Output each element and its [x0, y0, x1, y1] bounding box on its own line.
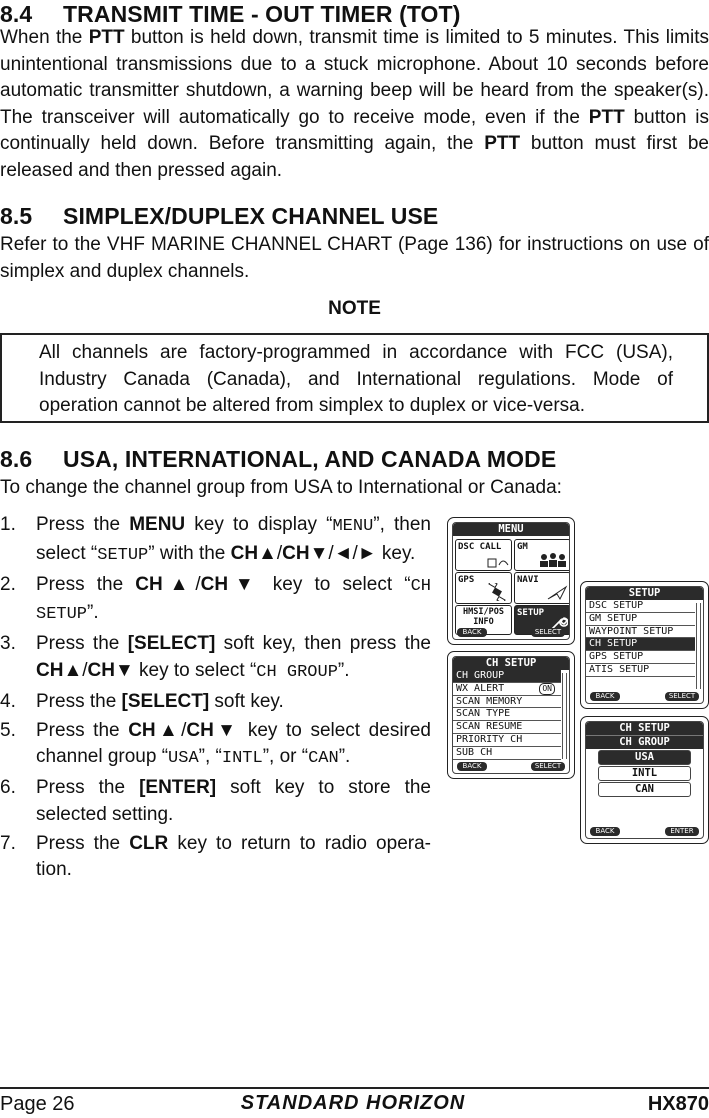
menu-list-item[interactable]: SCAN RESUME: [453, 721, 561, 734]
bold-text: PTT: [88, 27, 125, 48]
bold-text: CH▲: [36, 659, 83, 681]
section-number: 8.5: [0, 203, 33, 229]
step-item: 6. Press the [ENTER] soft key to store the selected setting.: [0, 777, 431, 825]
step-item: 4. Press the [SELECT] soft key.: [0, 689, 431, 716]
setup-list: [586, 600, 703, 677]
section-number: 8.6: [0, 446, 33, 472]
section-8-5-heading: [0, 203, 438, 230]
menu-list-item[interactable]: CH SETUP: [586, 638, 695, 651]
menu-tile-dsc-call[interactable]: [455, 539, 512, 571]
step-number: 2.: [0, 573, 16, 595]
group-icon: [538, 552, 568, 568]
menu-screen-title: MENU: [453, 523, 569, 536]
menu-screen-display: [452, 522, 570, 640]
menu-tile-label: SETUP: [517, 608, 545, 618]
step-item: 7. Press the CLR key to return to radio opera-tion.: [0, 832, 431, 880]
lcd-text: CH SETUP: [36, 576, 432, 624]
lcd-text: INTL: [221, 749, 263, 768]
menu-list-item[interactable]: SCAN TYPE: [453, 708, 561, 721]
menu-list-item[interactable]: WAYPOINT SETUP: [586, 626, 695, 639]
bold-text: CH▼: [87, 659, 134, 681]
menu-list-item[interactable]: GPS SETUP: [586, 651, 695, 664]
menu-list-item[interactable]: SCAN MEMORY: [453, 696, 561, 709]
section-title: TRANSMIT TIME - OUT TIMER (TOT): [63, 1, 461, 27]
channel-group-option[interactable]: INTL: [598, 766, 691, 781]
select-softkey[interactable]: SELECT: [531, 762, 565, 771]
step-number: 1.: [0, 514, 16, 535]
section-number: 8.4: [0, 1, 33, 27]
menu-tile-label: GM: [517, 542, 528, 552]
step-item: 1. Press the MENU key to display “MENU”, then select “SETUP” with the CH▲/CH▼/◄/► key.: [0, 514, 431, 565]
ch-setup-list: [453, 670, 569, 760]
brand-logo: [222, 1092, 484, 1115]
section-title: SIMPLEX/DUPLEX CHANNEL USE: [63, 203, 439, 229]
section-8-5-body: Refer to the VHF MARINE CHANNEL CHART (Page 136) for instructions on use of simplex and duplex channels.: [0, 234, 709, 282]
note-box: [0, 333, 709, 423]
menu-list-item[interactable]: WX ALERT ON: [453, 683, 561, 696]
step-item: 5. Press the CH▲/CH▼ key to select desired channel group “USA”, “INTL”, or “CAN”.: [0, 719, 432, 768]
brand-logo-text: STANDARD HORIZON: [240, 1092, 466, 1114]
step-number: 7.: [0, 832, 16, 854]
step-item: 3. Press the [SELECT] soft key, then press the CH▲/CH▼ key to select “CH GROUP”.: [0, 633, 431, 682]
step-number: 6.: [0, 777, 16, 798]
menu-list-item[interactable]: DSC SETUP: [586, 600, 695, 613]
ch-group-screen-title: CH SETUP: [586, 722, 703, 735]
lcd-text: CH GROUP: [256, 662, 338, 682]
ch-setup-screen-display: [452, 656, 570, 774]
steps-list: [0, 512, 431, 886]
model-name: HX870: [647, 1093, 709, 1115]
dsc-call-icon: [487, 556, 509, 568]
bold-text: CH▼: [200, 573, 261, 595]
menu-list-item[interactable]: PRIORITY CH: [453, 734, 561, 747]
page-number: Page 26: [0, 1093, 75, 1115]
bold-text: PTT: [484, 133, 521, 154]
footer-rule: [0, 1087, 709, 1089]
ch-group-screen-display: [585, 721, 704, 839]
menu-tile-label: NAVI: [517, 575, 539, 585]
bold-text: [SELECT]: [127, 633, 216, 654]
scrollbar[interactable]: [696, 603, 701, 689]
menu-tile-label: HMSI/POS INFO: [463, 607, 504, 627]
section-8-4-body: When the PTT button is held down, transmit time is limited to 5 minutes. This limits unintentional transmissions due to a stuck microphone. About 10 seconds before automatic transmitter shutdown, a warning beep will be heard from the speaker(s). The transceiver will automatically go to receive mode, even if the PTT button is continually held down. Before transmitting again, the PTT button must first be released and then pressed again.: [0, 27, 709, 181]
section-8-6-body: To change the channel group from USA to International or Canada:: [0, 477, 562, 498]
bold-text: ◄: [333, 542, 353, 564]
step-item: 2. Press the CH▲/CH▼ key to select “CH SETUP”.: [0, 573, 432, 624]
menu-list-item[interactable]: SUB CH: [453, 747, 561, 760]
setup-softkeys: [588, 692, 701, 701]
ch-group-screen-subtitle: CH GROUP: [586, 735, 703, 749]
lcd-text: MENU: [332, 517, 374, 536]
note-text: All channels are factory-programmed in accordance with FCC (USA), Industry Canada (Canada), and International regulations. Mode of operation cannot be altered from simplex to duplex or vice-versa.: [39, 342, 673, 416]
ch-group-screen: [580, 716, 709, 844]
enter-softkey[interactable]: ENTER: [665, 827, 699, 836]
bold-text: CH▼: [282, 542, 329, 564]
back-softkey[interactable]: BACK: [457, 628, 487, 637]
menu-tile-gm[interactable]: [514, 539, 570, 571]
setup-screen: [580, 581, 709, 709]
section-title: USA, INTERNATIONAL, AND CANADA MODE: [63, 446, 557, 472]
ch-setup-softkeys: [455, 762, 567, 771]
menu-list-item[interactable]: CH GROUP: [453, 670, 561, 683]
step-number: 5.: [0, 719, 16, 741]
channel-group-option[interactable]: CAN: [598, 782, 691, 797]
bold-text: ►: [357, 542, 377, 564]
back-softkey[interactable]: BACK: [457, 762, 487, 771]
bold-text: CH▼: [186, 719, 240, 741]
lcd-text: USA: [168, 749, 199, 768]
channel-group-option[interactable]: USA: [598, 750, 691, 765]
ch-setup-screen-title: CH SETUP: [453, 657, 569, 670]
lcd-text: CAN: [308, 749, 339, 768]
select-softkey[interactable]: SELECT: [531, 628, 565, 637]
section-8-4-heading: [0, 1, 460, 28]
note-title: NOTE: [328, 298, 381, 319]
setup-screen-title: SETUP: [586, 587, 703, 600]
back-softkey[interactable]: BACK: [590, 692, 620, 701]
menu-tile-navi[interactable]: [514, 572, 570, 604]
status-badge: ON: [539, 683, 555, 695]
menu-tile-label: GPS: [458, 575, 475, 585]
bold-text: MENU: [129, 514, 186, 535]
bold-text: [SELECT]: [121, 690, 210, 712]
bold-text: PTT: [588, 106, 625, 128]
navigation-icon: [546, 585, 568, 601]
bold-text: CH▲: [135, 573, 196, 595]
menu-tile-label: DSC CALL: [458, 542, 502, 552]
step-number: 4.: [0, 690, 16, 712]
bold-text: CLR: [129, 832, 169, 854]
lcd-text: SETUP: [97, 545, 149, 565]
ch-group-softkeys: [588, 827, 701, 836]
step-number: 3.: [0, 633, 16, 654]
setup-screen-display: [585, 586, 704, 704]
scrollbar[interactable]: [562, 673, 567, 759]
menu-softkeys: [455, 628, 567, 637]
back-softkey[interactable]: BACK: [590, 827, 620, 836]
ch-group-options: [586, 750, 703, 797]
select-softkey[interactable]: SELECT: [665, 692, 699, 701]
bold-text: [ENTER]: [139, 777, 217, 798]
bold-text: CH▲: [128, 719, 182, 741]
menu-screen: [447, 517, 575, 645]
section-8-6-heading: [0, 446, 556, 473]
bold-text: CH▲: [230, 542, 277, 564]
satellite-icon: [485, 583, 509, 601]
menu-list-item[interactable]: ATIS SETUP: [586, 664, 695, 677]
menu-tile-gps[interactable]: [455, 572, 512, 604]
ch-setup-screen: [447, 651, 575, 779]
menu-list-item[interactable]: GM SETUP: [586, 613, 695, 626]
